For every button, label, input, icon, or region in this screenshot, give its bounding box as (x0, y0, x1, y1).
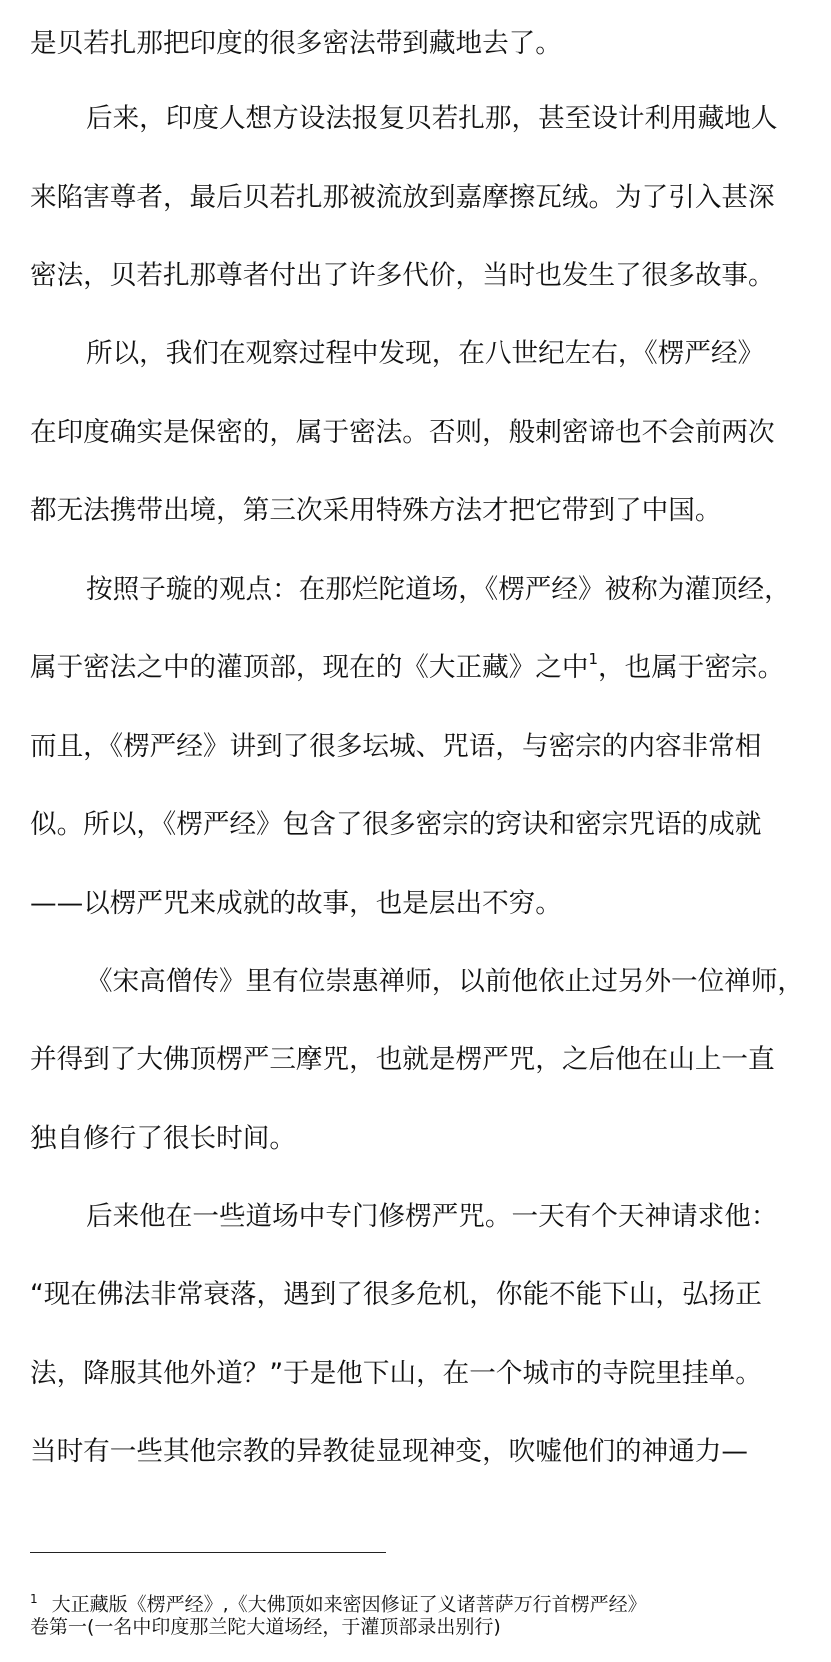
paragraph-start-line: 后来，印度人想方设法报复贝若扎那，甚至设计利用藏地人 (86, 103, 778, 134)
text-line: 法，降服其他外道？”于是他下山，在一个城市的寺院里挂单。 (30, 1358, 762, 1389)
text-line: ——以楞严咒来成就的故事，也是层出不穷。 (30, 888, 562, 919)
paragraph-start-line: 后来他在一些道场中专门修楞严咒。一天有个天神请求他： (86, 1201, 778, 1232)
text-segment: 属于密法之中的灌顶部，现在的《大正藏》之中 (30, 652, 589, 683)
footnote-reference[interactable]: 1 (588, 650, 599, 668)
text-line: 独自修行了很长时间。 (30, 1123, 296, 1154)
text-line: 密法，贝若扎那尊者付出了许多代价，当时也发生了很多故事。 (30, 260, 775, 291)
footnote-text: 大正藏版《楞严经》,《大佛顶如来密因修证了义诸菩萨万行首楞严经》 (51, 1593, 647, 1616)
text-segment: ，也属于密宗。 (598, 652, 785, 683)
footnote-line: 卷第一(一名中印度那兰陀大道场经，于灌顶部录出别行) (30, 1616, 501, 1638)
text-line: 都无法携带出境，第三次采用特殊方法才把它带到了中国。 (30, 495, 722, 526)
text-line-with-footnote-ref (30, 652, 810, 684)
text-line: 是贝若扎那把印度的很多密法带到藏地去了。 (30, 28, 562, 59)
text-line: 似。所以，《楞严经》包含了很多密宗的窍诀和密宗咒语的成就 (30, 809, 762, 840)
paragraph-start-line: 所以，我们在观察过程中发现，在八世纪左右，《楞严经》 (86, 338, 765, 369)
text-line: “现在佛法非常衰落，遇到了很多危机，你能不能下山，弘扬正 (30, 1279, 762, 1310)
paragraph-start-line: 《宋高僧传》里有位崇惠禅师，以前他依止过另外一位禅师， (86, 966, 805, 997)
text-line: 而且，《楞严经》讲到了很多坛城、咒语，与密宗的内容非常相 (30, 731, 762, 762)
text-line: 来陷害尊者，最后贝若扎那被流放到嘉摩擦瓦绒。为了引入甚深 (30, 182, 775, 213)
text-line: 在印度确实是保密的，属于密法。否则，般剌密谛也不会前两次 (30, 417, 775, 448)
text-line: 当时有一些其他宗教的异教徒显现神变，吹嘘他们的神通力— (30, 1436, 749, 1467)
paragraph-start-line: 按照子璇的观点：在那烂陀道场，《楞严经》被称为灌顶经， (86, 574, 791, 605)
footnote-marker: 1 (30, 1592, 38, 1606)
text-line: 并得到了大佛顶楞严三摩咒，也就是楞严咒，之后他在山上一直 (30, 1044, 775, 1075)
footnote-line (30, 1587, 647, 1616)
footnote-divider (30, 1552, 386, 1553)
